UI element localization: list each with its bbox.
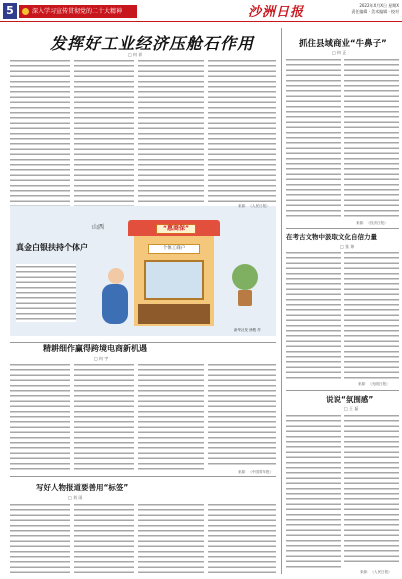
lead-article-source: 来源：《人民日报》 — [238, 204, 270, 208]
party-emblem-icon — [22, 8, 29, 15]
edit-line: 责任编辑 · 美术编辑 · 校对 — [351, 9, 399, 14]
person-body-icon — [102, 284, 128, 324]
divider-right-middle — [286, 228, 399, 229]
labels-text-col-3 — [138, 502, 204, 574]
archaeology-byline: □ 张 炜 — [340, 244, 355, 249]
labels-text-col-2 — [74, 502, 134, 574]
atmosphere-source: 来源：《人民日报》 — [360, 570, 392, 574]
lead-text-col-1 — [10, 58, 70, 206]
county-commerce-text-col-2 — [344, 57, 399, 219]
lead-text-col-4 — [208, 58, 276, 204]
shop-sign: “惠商保” — [156, 224, 196, 234]
county-commerce-source: 来源：《经济日报》 — [356, 221, 388, 225]
paper-name-logo: 沙洲日报 — [248, 5, 305, 20]
shop-board: 个体工商户 — [148, 244, 200, 254]
county-commerce-title: 抓住县域商业“牛鼻子” — [299, 39, 387, 49]
shop-counter — [138, 304, 210, 324]
county-commerce-byline: □ 何 正 — [332, 50, 347, 55]
illustration-caption-text — [16, 264, 76, 322]
cross-border-article-byline: □ 何 宇 — [94, 356, 109, 361]
page-number: 5 — [3, 3, 17, 19]
masthead — [0, 0, 402, 22]
illustration-subtitle: 真金白银扶持个体户 — [16, 243, 88, 252]
person-head-icon — [108, 268, 124, 284]
shop-drawing — [128, 220, 220, 332]
column-divider — [281, 28, 282, 574]
labels-article-byline: □ 刘 雨 — [68, 495, 83, 500]
archaeology-source: 来源：《光明日报》 — [358, 382, 390, 386]
divider-bottom-left — [10, 476, 276, 477]
column-tag-label: 深入学习宣传贯彻党的二十大精神 — [32, 8, 123, 15]
archaeology-title: 在考古文物中汲取文化自信力量 — [286, 233, 377, 241]
lead-article-byline: □ 何 祥 — [128, 52, 143, 57]
plant-icon — [232, 264, 258, 290]
masthead-meta — [317, 3, 399, 15]
labels-text-col-4 — [208, 502, 276, 574]
cross-border-text-col-1 — [10, 362, 70, 472]
atmosphere-text-col-1 — [286, 413, 341, 569]
labels-text-col-1 — [10, 502, 70, 574]
atmosphere-text-col-2 — [344, 413, 399, 565]
archaeology-text-col-1 — [286, 250, 341, 382]
cross-border-source: 来源：《中国青年报》 — [238, 470, 273, 474]
shop-window — [144, 260, 204, 300]
date-line: 2022年X月X日 星期X — [359, 3, 399, 8]
archaeology-text-col-2 — [344, 250, 399, 382]
divider-right-bottom — [286, 390, 399, 391]
masthead-rule — [0, 21, 402, 22]
county-commerce-text-col-1 — [286, 57, 341, 219]
atmosphere-byline: □ 王 磊 — [344, 406, 359, 411]
column-tag-banner — [19, 5, 137, 18]
lead-text-col-2 — [74, 58, 134, 206]
plant-pot-icon — [238, 290, 252, 306]
cross-border-text-col-3 — [138, 362, 204, 472]
illustration-place: 山西 — [92, 224, 105, 231]
cross-border-text-col-2 — [74, 362, 134, 472]
lead-text-col-3 — [138, 58, 204, 204]
lead-article-title: 发挥好工业经济压舱石作用 — [50, 34, 255, 53]
cross-border-article-title: 精耕细作赢得跨境电商新机遇 — [43, 344, 147, 353]
cross-border-text-col-4 — [208, 362, 276, 466]
atmosphere-title: 说说“氛围感” — [326, 395, 374, 404]
illustration-credit: 新华社发 徐骏 作 — [234, 328, 261, 332]
cartoon-illustration — [10, 206, 276, 336]
labels-article-title: 写好人物报道要善用“标签” — [36, 483, 129, 492]
